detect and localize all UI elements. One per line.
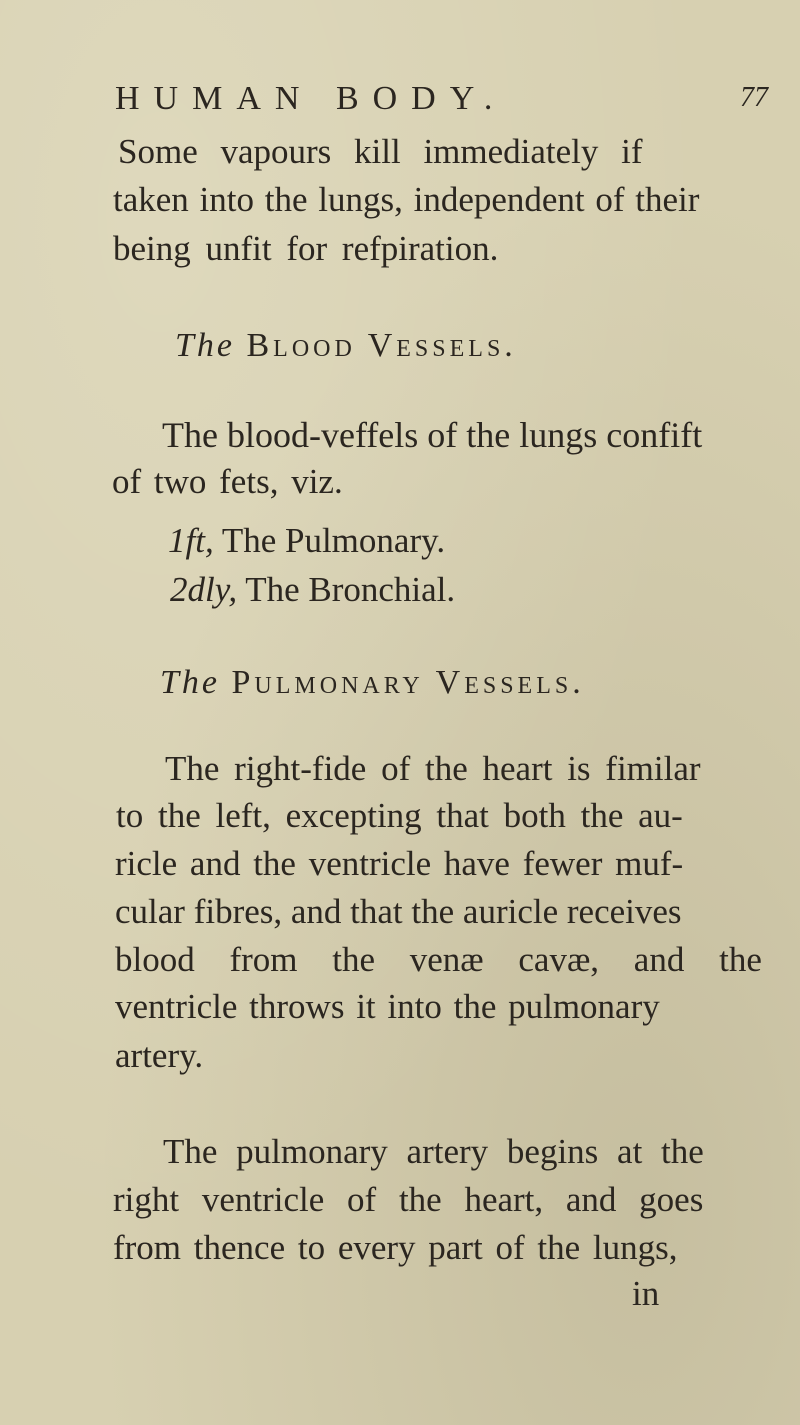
list-item-bronchial	[170, 570, 455, 610]
heading-title: Blood Vessels.	[246, 327, 517, 364]
heading-article: The	[160, 664, 220, 701]
list-text: The Pulmonary.	[221, 521, 446, 560]
paragraph-line: The blood-veffels of the lungs confift	[162, 415, 703, 455]
paragraph-line: of two fets, viz.	[112, 462, 343, 501]
section-heading-pulmonary-vessels	[160, 664, 585, 702]
paragraph-line: taken into the lungs, independent of their	[113, 180, 700, 219]
list-number: 1ft,	[168, 521, 214, 560]
list-item-pulmonary	[168, 521, 445, 561]
paragraph-line: ventricle throws it into the pulmonary	[115, 987, 660, 1026]
list-number: 2dly,	[170, 570, 238, 609]
paragraph-line: cular fibres, and that the auricle receives	[115, 892, 682, 931]
paragraph-line: from thence to every part of the lungs,	[113, 1228, 678, 1267]
list-text: The Bronchial.	[245, 570, 456, 609]
paragraph-line: Some vapours kill immediately if	[118, 132, 643, 171]
paragraph-line: being unfit for refpiration.	[113, 229, 499, 268]
page-number: 77	[740, 82, 768, 113]
heading-article: The	[175, 327, 235, 364]
paragraph-line: to the left, excepting that both the au-	[116, 796, 683, 835]
paragraph-line: artery.	[115, 1036, 204, 1075]
paragraph-line: The pulmonary artery begins at the	[163, 1132, 704, 1171]
paragraph-line: blood from the venæ cavæ, and the	[115, 940, 762, 979]
paragraph-line: ricle and the ventricle have fewer muf-	[115, 844, 684, 883]
running-head: HUMAN BODY.	[115, 80, 507, 117]
section-heading-blood-vessels	[175, 327, 517, 365]
catchword: in	[632, 1274, 660, 1313]
heading-title: Pulmonary Vessels.	[231, 664, 585, 701]
paragraph-line: The right-fide of the heart is fimilar	[165, 749, 701, 788]
paragraph-line: right ventricle of the heart, and goes	[113, 1180, 704, 1219]
